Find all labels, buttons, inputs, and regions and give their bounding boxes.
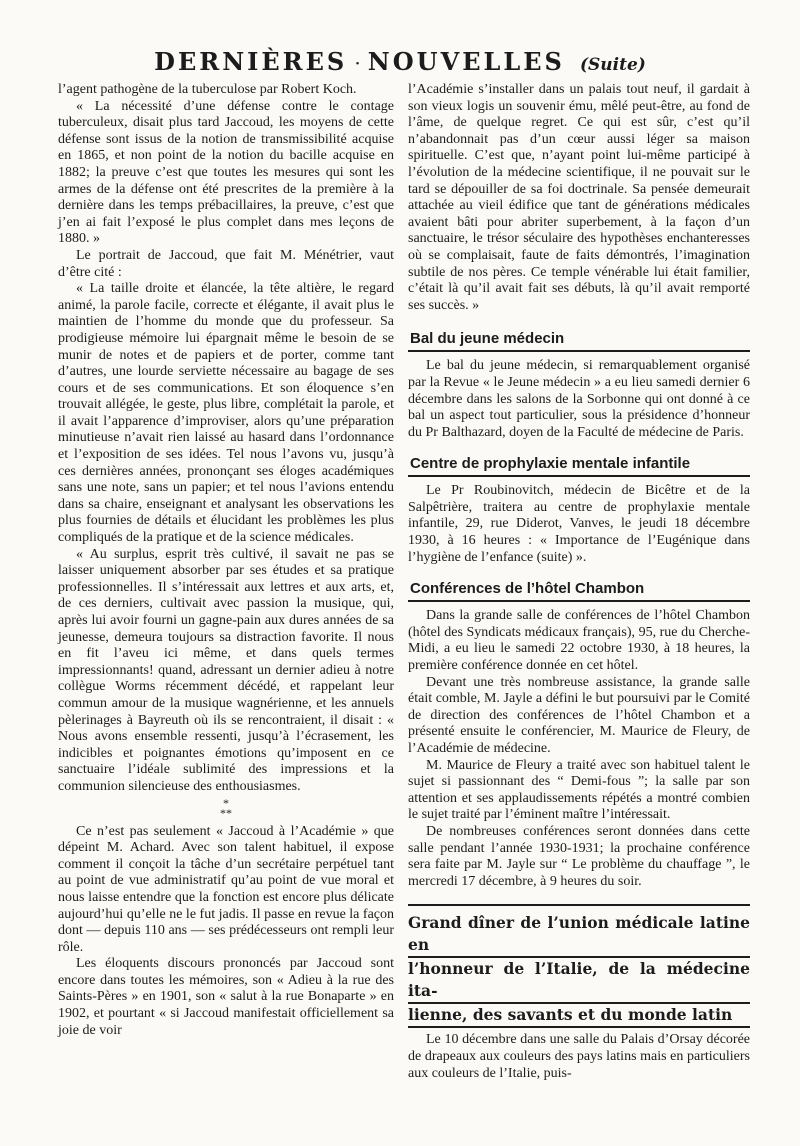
grand-diner-paragraph: Le 10 décembre dans une salle du Palais d’Orsay décorée de drapeaux aux couleurs des pays latins mais en particuliers aux couleurs de l’Italie, puis-: [408, 1032, 750, 1081]
grand-diner-title-line-1: Grand dîner de l’union médicale latine en: [408, 912, 750, 958]
left-paragraph: l’agent pathogène de la tuberculose par Robert Koch.: [58, 82, 357, 97]
left-paragraph: « La nécessité d’une défense contre le contage tuberculeux, disait plus tard Jaccoud, les moyens de cette défense sont issus de la notion de transmissibilité acquise en 1865, et non point de la notion du bacille acquise en 1882; la preuve c’est que toutes les mesures qui sont les armes de la défense ont été prescrites de la première à la dernière dans les temps prébacillaires, la preuve, c’est que j’en ai fait l’exposé le plus complet dans mes leçons de 1880. »: [58, 98, 394, 247]
masthead-suite: (Suite): [579, 55, 646, 75]
left-paragraph: Le portrait de Jaccoud, que fait M. Ménétrier, vaut d’être cité :: [58, 247, 394, 280]
grand-diner-title-line-2: l’honneur de l’Italie, de la médecine ita-: [408, 958, 750, 1004]
centre-paragraph: Le Pr Roubinovitch, médecin de Bicêtre et de la Salpêtrière, traitera au centre de prophylaxie mentale infantile, 29, rue Diderot, Vanves, le jeudi 18 décembre 1930, à 16 heures : « Importance de l’Eugénique dans l’hygiène de l’enfance (suite) ».: [408, 483, 750, 565]
right-paragraph: l’Académie s’installer dans un palais tout neuf, il gardait à son vieux logis un souvenir ému, mêlé peut-être, au fond de l’âme, de quelque regret. Ce qui est sûr, c’est qu’il n’abandonnait pas d’un cœur aussi léger sa maison spirituelle. C’est que, n’ayant point lui-même participé à l’évolution de la médecine scientifique, il ne pouvait sur le tard se dépouiller de sa foi doctrinale. Sa pensée demeurait attachée au vieil édifice que tant de générations médicales avaient bâti pour abriter superbement, à la façon d’un sanctuaire, le trésor séculaire des hypothèses enchanteresses où se complaisait, faute de faits démontrés, l’imagination subtile de nos pères. Ce temple vénérable lui était familier, c’était là qu’il avait fait ses débuts, là qu’il avait remporté ses succès. »: [408, 82, 750, 313]
conferences-paragraph: De nombreuses conférences seront données dans cette salle pendant l’année 1930-1931; la prochaine conférence sera faite par M. Jayle sur “ Le problème du chauffage ”, le mercredi 17 décembre, à 9 heures du soir.: [408, 823, 750, 889]
separator-star-top: *: [223, 795, 229, 810]
section-separator: [58, 795, 394, 820]
section-title-conferences: Conférences de l’hôtel Chambon: [408, 580, 750, 602]
section-title-bal: Bal du jeune médecin: [408, 330, 750, 352]
conferences-paragraph: M. Maurice de Fleury a traité avec son habituel talent le sujet si passionnant des “ Demi-fous ”; la salle par son attention et ses applaudissements répétés a montré combien le sujet traité par l’éminent maître l’intéressait.: [408, 757, 750, 823]
bal-paragraph: Le bal du jeune médecin, si remarquablement organisé par la Revue « le Jeune médecin » a eu lieu samedi dernier 6 décembre dans les salons de la Sorbonne qui ont donné à ce bal un aspect tout particulier, sous la présidence d’honneur du Pr Balthazard, doyen de la Faculté de médecine de Paris.: [408, 358, 750, 440]
section-title-centre: Centre de prophylaxie mentale infantile: [408, 455, 750, 477]
right-column: [408, 82, 750, 1082]
separator-star-bottom: **: [220, 805, 232, 820]
masthead-title-2: NOUVELLES: [367, 47, 565, 76]
masthead: [0, 48, 800, 79]
masthead-title: DERNIÈRES: [154, 47, 348, 76]
left-paragraph: « La taille droite et élancée, la tête altière, le regard animé, la parole facile, correcte et élégante, il avait plus le maintien de l’homme du monde que du professeur. Sa prodigieuse mémoire lui épargnait même le besoin de se munir de notes et de papiers et de porter, comme tant d’autres, une lourde serviette nécessaire au bagage de ses cours et de ses communications. Et son éloquence s’en trouvait allégée, le geste, plus libre, complétait la parole, et il avait l’apparence d’improviser, alors qu’une préparation minutieuse n’avait rien laissé au hasard dans l’ordonnance et l’exposition de ses idées. Tel nous l’avons vu, jusqu’à ces dernières années, prononçant ses éloges académiques sans une note, sans un papier; et tel nous l’avions entendu dans sa chaire, enseignant et analysant les observations les plus fournies de détails et élucidant les problèmes les plus compliqués de la pratique et de la science médicales.: [58, 281, 394, 546]
left-paragraph: « Au surplus, esprit très cultivé, il savait ne pas se laisser uniquement absorber par ses études et sa pratique professionnelles. Il s’intéressait aux lettres et aux arts, et, de ces derniers, cultivait avec passion la musique, qui, après lui avoir fourni un gagne-pain aux dures années de sa jeunesse, demeura toujours sa distraction favorite. Il nous en fit l’aveu ici même, et dans quels termes impressionnants! quand, adressant un dernier adieu à notre collègue Worms récemment décédé, et rappelant leur commun amour de la musique wagnérienne, et les annuels pèlerinages à Bayreuth où ils se rencontraient, il disait : « Nous avons ensemble ressenti, jusqu’à l’écrasement, les indicibles et poignantes émotions qu’imposent en ce sanctuaire l’idéale sublimité des impressions et la communion silencieuse des enthousiasmes.: [58, 546, 394, 794]
masthead-separator: ·: [354, 51, 361, 75]
section-title-grand-diner: [408, 904, 750, 1028]
left-paragraph: Ce n’est pas seulement « Jaccoud à l’Académie » que dépeint M. Achard. Avec son talent habituel, il expose comment il conçoit la tâche d’un secrétaire perpétuel tant au point de vue administratif qu’au point de vue moral et nous laisse entendre que la fonction est encore plus délicate aujourd’hui qu’elle ne le fut jadis. Il passe en revue la façon dont — depuis 110 ans — ses prédécesseurs ont rempli leur rôle.: [58, 823, 394, 955]
conferences-paragraph: Devant une très nombreuse assistance, la grande salle était comble, M. Jayle a défini le but poursuivi par le Comité de direction des conférences de l’hôtel Chambon et a présenté ensuite le conférencier, M. Maurice de Fleury, de l’Académie de médecine.: [408, 674, 750, 756]
left-column: [58, 82, 394, 1039]
left-paragraph: Les éloquents discours prononcés par Jaccoud sont encore dans toutes les mémoires, son « Adieu à la rue des Saints-Pères » en 1901, son « salut à la rue Bonaparte » en 1902, et pourtant « si Jaccoud manifestait officiellement sa joie de voir: [58, 956, 394, 1038]
grand-diner-title-line-3: lienne, des savants et du monde latin: [408, 1004, 750, 1028]
conferences-paragraph: Dans la grande salle de conférences de l’hôtel Chambon (hôtel des Syndicats médicaux français), 95, rue du Cherche-Midi, a eu lieu le samedi 22 octobre 1930, à 18 heures, la première conférence donnée en cet hôtel.: [408, 608, 750, 674]
